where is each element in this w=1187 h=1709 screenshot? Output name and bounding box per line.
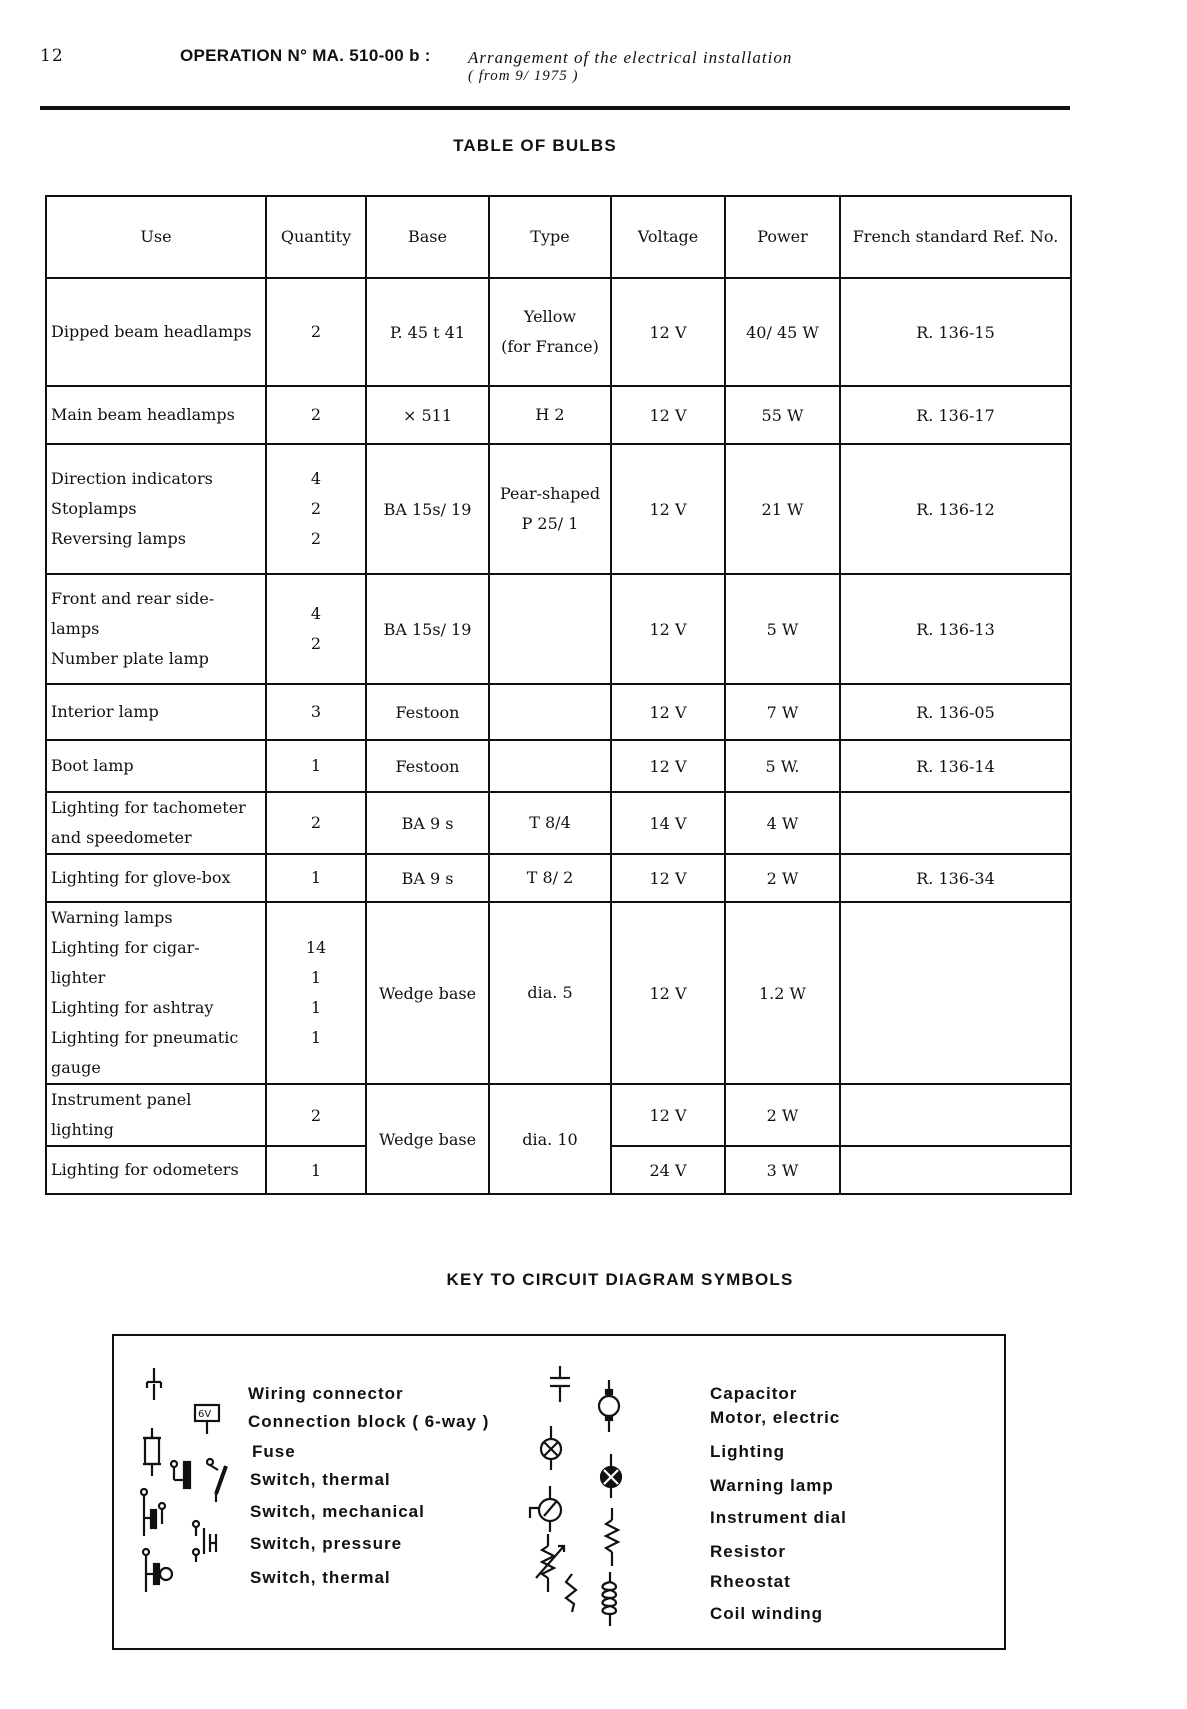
voltage-cell: 12 V <box>611 854 725 902</box>
quantity-cell <box>266 792 366 854</box>
cell-line: P 25/ 1 <box>521 514 579 533</box>
type-cell <box>489 854 611 902</box>
col-header: French standard Ref. No. <box>840 196 1071 278</box>
table-row <box>46 684 1071 740</box>
base-cell: P. 45 t 41 <box>366 278 489 386</box>
cell-line: lamps <box>51 619 100 638</box>
cell-line: Front and rear side- <box>51 589 215 608</box>
cell-line: 1 <box>310 998 322 1017</box>
power-cell: 5 W. <box>725 740 840 792</box>
use-cell <box>46 854 266 902</box>
quantity-cell <box>266 740 366 792</box>
use-cell <box>46 386 266 444</box>
voltage-cell: 12 V <box>611 386 725 444</box>
page-number: 12 <box>40 46 64 66</box>
ref-cell <box>840 1146 1071 1194</box>
power-cell: 2 W <box>725 1084 840 1146</box>
cell-line: 2 <box>310 813 322 832</box>
type-cell <box>489 386 611 444</box>
key-label: Rheostat <box>710 1572 791 1591</box>
cell-line: Instrument panel <box>51 1090 192 1109</box>
coil-winding-icon <box>598 1572 622 1628</box>
cell-line: Lighting for ashtray <box>51 998 214 1017</box>
voltage-cell: 14 V <box>611 792 725 854</box>
type-cell <box>489 902 611 1084</box>
voltage-cell: 12 V <box>611 444 725 574</box>
cell-line: Lighting for pneumatic <box>51 1028 239 1047</box>
cell-line: 14 <box>305 938 327 957</box>
cell-line: Stoplamps <box>51 499 137 518</box>
cell-line: 2 <box>310 634 322 653</box>
table-row <box>46 574 1071 684</box>
quantity-cell <box>266 386 366 444</box>
rheostat-tail-icon <box>560 1572 584 1618</box>
col-header: Power <box>725 196 840 278</box>
power-cell: 55 W <box>725 386 840 444</box>
bulbs-table <box>45 195 1072 1195</box>
cell-line: Yellow <box>523 307 577 326</box>
voltage-cell: 12 V <box>611 684 725 740</box>
cell-line: 1 <box>310 868 322 887</box>
cell-line: Main beam headlamps <box>51 405 235 424</box>
key-label: Warning lamp <box>710 1476 834 1495</box>
resistor-icon <box>600 1508 624 1568</box>
ref-cell <box>840 792 1071 854</box>
table-title: TABLE OF BULBS <box>453 136 617 155</box>
quantity-cell <box>266 574 366 684</box>
quantity-cell <box>266 278 366 386</box>
use-cell <box>46 902 266 1084</box>
cell-line: H 2 <box>535 405 565 424</box>
base-cell: × 511 <box>366 386 489 444</box>
key-label: Instrument dial <box>710 1508 847 1527</box>
cell-line: T 8/4 <box>529 813 571 832</box>
symbol-key-box <box>112 1334 1006 1650</box>
type-cell: dia. 10 <box>489 1084 611 1194</box>
power-cell: 2 W <box>725 854 840 902</box>
ref-cell <box>840 902 1071 1084</box>
cell-line: 1 <box>310 756 322 775</box>
voltage-cell: 12 V <box>611 278 725 386</box>
cell-line: (for France) <box>501 337 599 356</box>
cell-line: 2 <box>310 529 322 548</box>
table-row <box>46 740 1071 792</box>
base-cell: Wedge base <box>366 1084 489 1194</box>
base-cell: BA 15s/ 19 <box>366 574 489 684</box>
cell-line: gauge <box>51 1058 101 1077</box>
power-cell: 40/ 45 W <box>725 278 840 386</box>
base-cell: Festoon <box>366 684 489 740</box>
cell-line: Reversing lamps <box>51 529 186 548</box>
cell-line: Dipped beam headlamps <box>51 322 252 341</box>
key-label: Resistor <box>710 1542 787 1561</box>
cell-line: lighter <box>51 968 106 987</box>
use-cell <box>46 1146 266 1194</box>
header-rule <box>40 106 1070 110</box>
motor-electric-icon <box>596 1380 622 1434</box>
key-label: Switch, thermal <box>250 1470 391 1489</box>
base-cell: BA 15s/ 19 <box>366 444 489 574</box>
base-cell: Wedge base <box>366 902 489 1084</box>
cell-line: 3 <box>310 702 322 721</box>
cell-line: Pear-shaped <box>499 484 601 503</box>
cell-line: Lighting for glove-box <box>51 868 231 887</box>
power-cell: 3 W <box>725 1146 840 1194</box>
lighting-icon <box>536 1426 566 1472</box>
quantity-cell <box>266 684 366 740</box>
instrument-dial-icon <box>528 1486 568 1536</box>
cell-line: 2 <box>310 405 322 424</box>
switch-pressure-icon <box>190 1518 220 1568</box>
cell-line: 4 <box>310 469 322 488</box>
capacitor-icon <box>548 1366 572 1410</box>
table-header-row <box>46 196 1071 278</box>
cell-line: 1 <box>310 1028 322 1047</box>
quantity-cell <box>266 444 366 574</box>
key-label: Switch, thermal <box>250 1568 391 1587</box>
col-header: Use <box>46 196 266 278</box>
key-label: Lighting <box>710 1442 786 1461</box>
power-cell: 21 W <box>725 444 840 574</box>
quantity-cell <box>266 854 366 902</box>
cell-line: Interior lamp <box>51 702 159 721</box>
cell-line: Lighting for tachometer <box>51 798 246 817</box>
col-header: Quantity <box>266 196 366 278</box>
quantity-cell: 1 <box>266 1146 366 1194</box>
use-cell <box>46 278 266 386</box>
voltage-cell: 12 V <box>611 902 725 1084</box>
table-row <box>46 386 1071 444</box>
ref-cell: R. 136-15 <box>840 278 1071 386</box>
voltage-cell: 24 V <box>611 1146 725 1194</box>
cell-line: and speedometer <box>51 828 192 847</box>
table-row <box>46 854 1071 902</box>
key-label: Wiring connector <box>248 1384 404 1403</box>
ref-cell: R. 136-17 <box>840 386 1071 444</box>
ref-cell <box>840 1084 1071 1146</box>
type-cell <box>489 278 611 386</box>
use-cell <box>46 444 266 574</box>
connection-block-label: 6V <box>198 1409 212 1420</box>
base-cell: Festoon <box>366 740 489 792</box>
key-label: Switch, pressure <box>250 1534 403 1553</box>
type-cell <box>489 792 611 854</box>
use-cell <box>46 574 266 684</box>
table-row <box>46 902 1071 1084</box>
warning-lamp-icon <box>596 1454 626 1500</box>
use-cell <box>46 740 266 792</box>
col-header: Voltage <box>611 196 725 278</box>
key-label: Switch, mechanical <box>250 1502 425 1521</box>
key-label: Coil winding <box>710 1604 824 1623</box>
base-cell: BA 9 s <box>366 792 489 854</box>
power-cell: 1.2 W <box>725 902 840 1084</box>
ref-cell: R. 136-34 <box>840 854 1071 902</box>
type-cell <box>489 740 611 792</box>
wiring-connector-icon <box>144 1366 164 1406</box>
key-label: Fuse <box>252 1442 296 1461</box>
ref-cell: R. 136-13 <box>840 574 1071 684</box>
table-row <box>46 278 1071 386</box>
use-cell <box>46 1084 266 1146</box>
cell-line: 4 <box>310 604 322 623</box>
switch-mechanical-icon <box>138 1484 178 1544</box>
ref-cell: R. 136-14 <box>840 740 1071 792</box>
col-header: Type <box>489 196 611 278</box>
use-cell <box>46 792 266 854</box>
key-label: Connection block ( 6-way ) <box>248 1412 490 1431</box>
power-cell: 4 W <box>725 792 840 854</box>
voltage-cell: 12 V <box>611 740 725 792</box>
cell-line: Direction indicators <box>51 469 213 488</box>
cell-line: lighting <box>51 1120 114 1139</box>
table-row <box>46 792 1071 854</box>
cell-line: 2 <box>310 322 322 341</box>
power-cell: 7 W <box>725 684 840 740</box>
quantity-cell: 2 <box>266 1084 366 1146</box>
col-header: Base <box>366 196 489 278</box>
key-title: KEY TO CIRCUIT DIAGRAM SYMBOLS <box>446 1270 794 1289</box>
table-row <box>46 1084 1071 1146</box>
key-label: Motor, electric <box>710 1408 841 1427</box>
operation-subtitle: Arrangement of the electrical installation <box>468 48 793 67</box>
cell-line: dia. 5 <box>527 983 573 1002</box>
cell-line: Lighting for cigar- <box>51 938 200 957</box>
switch-thermal-icon-3 <box>140 1546 176 1596</box>
type-cell <box>489 574 611 684</box>
cell-line: 1 <box>310 968 322 987</box>
cell-line: Number plate lamp <box>51 649 209 668</box>
table-row <box>46 444 1071 574</box>
key-label: Capacitor <box>710 1384 798 1403</box>
ref-cell: R. 136-12 <box>840 444 1071 574</box>
type-cell <box>489 444 611 574</box>
cell-line: 2 <box>310 499 322 518</box>
type-cell <box>489 684 611 740</box>
operation-date: ( from 9/ 1975 ) <box>468 68 579 84</box>
connection-block-icon <box>192 1402 222 1442</box>
operation-number: OPERATION N° MA. 510-00 b : <box>180 46 431 65</box>
cell-line: T 8/ 2 <box>526 868 574 887</box>
base-cell: BA 9 s <box>366 854 489 902</box>
switch-thermal-icon-2 <box>204 1454 228 1504</box>
fuse-icon <box>140 1428 164 1478</box>
ref-cell: R. 136-05 <box>840 684 1071 740</box>
voltage-cell: 12 V <box>611 574 725 684</box>
voltage-cell: 12 V <box>611 1084 725 1146</box>
cell-line: Boot lamp <box>51 756 134 775</box>
cell-line: Warning lamps <box>51 908 173 927</box>
cell-line: Lighting for odometers <box>51 1160 239 1179</box>
quantity-cell <box>266 902 366 1084</box>
use-cell <box>46 684 266 740</box>
power-cell: 5 W <box>725 574 840 684</box>
